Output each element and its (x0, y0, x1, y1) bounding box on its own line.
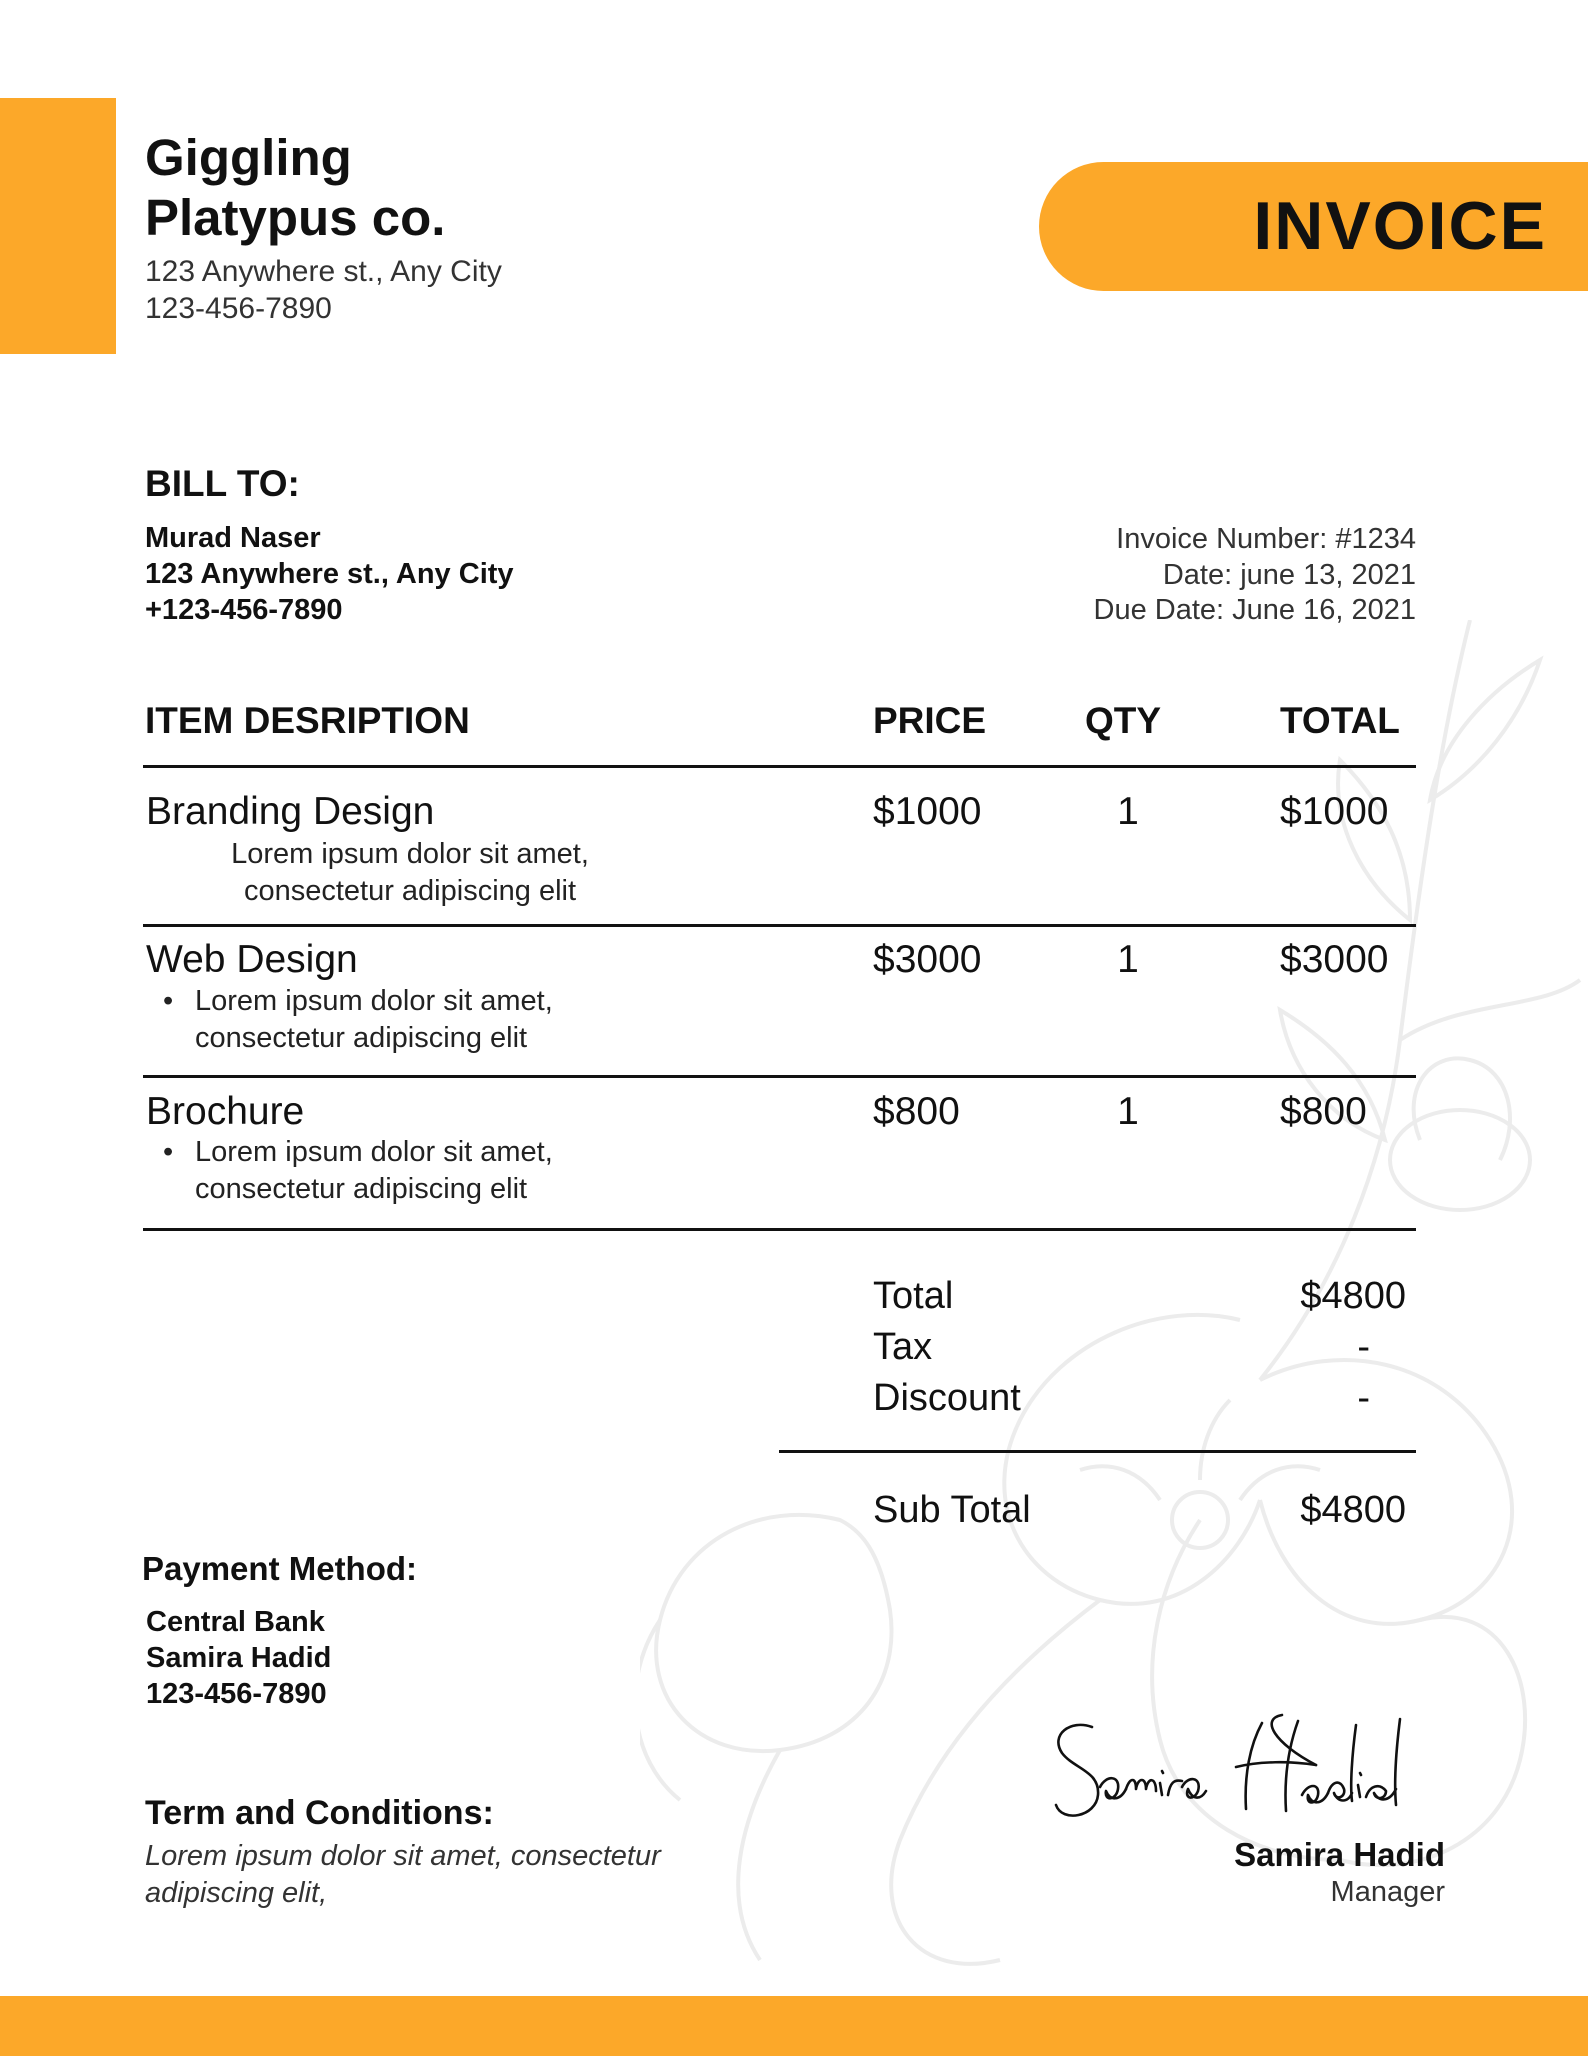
company-name (145, 128, 645, 248)
item-description-line: consectetur adipiscing elit (195, 1173, 528, 1205)
payment-account-number: 123-456-7890 (146, 1678, 327, 1710)
subtotal-value: $4800 (1300, 1489, 1406, 1531)
item-description-bullet (161, 1134, 641, 1208)
bill-to-heading: BILL TO: (145, 463, 300, 504)
item-price: $1000 (873, 790, 982, 833)
invoice-due-date: Due Date: June 16, 2021 (1093, 594, 1416, 626)
item-qty: 1 (1117, 790, 1139, 833)
document-title: INVOICE (1253, 188, 1547, 264)
company-name-line2: Platypus co. (145, 189, 446, 246)
column-header-description: ITEM DESRIPTION (145, 700, 470, 741)
column-header-total: TOTAL (1280, 700, 1400, 741)
item-total: $1000 (1280, 790, 1389, 833)
terms-text: Lorem ipsum dolor sit amet, consectetur adipiscing elit, (145, 1840, 661, 1909)
discount-label: Discount (873, 1377, 1021, 1419)
item-name: Brochure (146, 1090, 305, 1133)
company-phone: 123-456-7890 (145, 292, 332, 325)
item-name: Branding Design (146, 790, 435, 833)
item-description-line: consectetur adipiscing elit (243, 875, 577, 907)
column-header-price: PRICE (873, 700, 987, 741)
table-bottom-divider (143, 1228, 1416, 1231)
discount-value: - (1357, 1377, 1370, 1419)
company-name-line1: Giggling (145, 129, 352, 186)
item-name: Web Design (146, 938, 358, 981)
signer-name: Samira Hadid (1234, 1836, 1445, 1873)
footer-accent-bar (0, 1996, 1588, 2056)
total-label: Total (873, 1275, 954, 1317)
table-row-divider (143, 924, 1416, 927)
invoice-number: Invoice Number: #1234 (1116, 523, 1416, 555)
table-header-divider (143, 765, 1416, 768)
item-description-bullet (161, 983, 641, 1057)
terms-heading: Term and Conditions: (145, 1794, 494, 1832)
item-total: $800 (1280, 1090, 1367, 1133)
item-qty: 1 (1117, 938, 1139, 981)
payment-method-heading: Payment Method: (142, 1550, 418, 1587)
item-description-line: Lorem ipsum dolor sit amet, (231, 838, 589, 870)
signer-role: Manager (1330, 1876, 1445, 1908)
tax-label: Tax (873, 1326, 933, 1368)
item-description (200, 836, 620, 910)
item-price: $800 (873, 1090, 960, 1133)
bill-to-phone: +123-456-7890 (145, 594, 343, 626)
item-total: $3000 (1280, 938, 1389, 981)
column-header-qty: QTY (1085, 700, 1162, 741)
handwritten-signature (1040, 1705, 1460, 1835)
payment-bank: Central Bank (146, 1606, 325, 1638)
table-row-divider (143, 1075, 1416, 1078)
invoice-date: Date: june 13, 2021 (1162, 559, 1416, 591)
subtotal-label: Sub Total (873, 1489, 1031, 1531)
item-description (161, 983, 641, 1057)
item-price: $3000 (873, 938, 982, 981)
total-value: $4800 (1300, 1275, 1406, 1317)
left-accent-bar (0, 98, 116, 354)
item-description-line: Lorem ipsum dolor sit amet, (195, 1136, 553, 1168)
bill-to-address: 123 Anywhere st., Any City (145, 558, 514, 590)
bill-to-name: Murad Naser (145, 522, 321, 554)
item-qty: 1 (1117, 1090, 1139, 1133)
company-address: 123 Anywhere st., Any City (145, 255, 502, 288)
item-description-line: consectetur adipiscing elit (195, 1022, 528, 1054)
payment-account-name: Samira Hadid (146, 1642, 332, 1674)
item-description (161, 1134, 641, 1208)
item-description-line: Lorem ipsum dolor sit amet, (195, 985, 553, 1017)
summary-divider (779, 1450, 1416, 1453)
tax-value: - (1357, 1326, 1370, 1368)
